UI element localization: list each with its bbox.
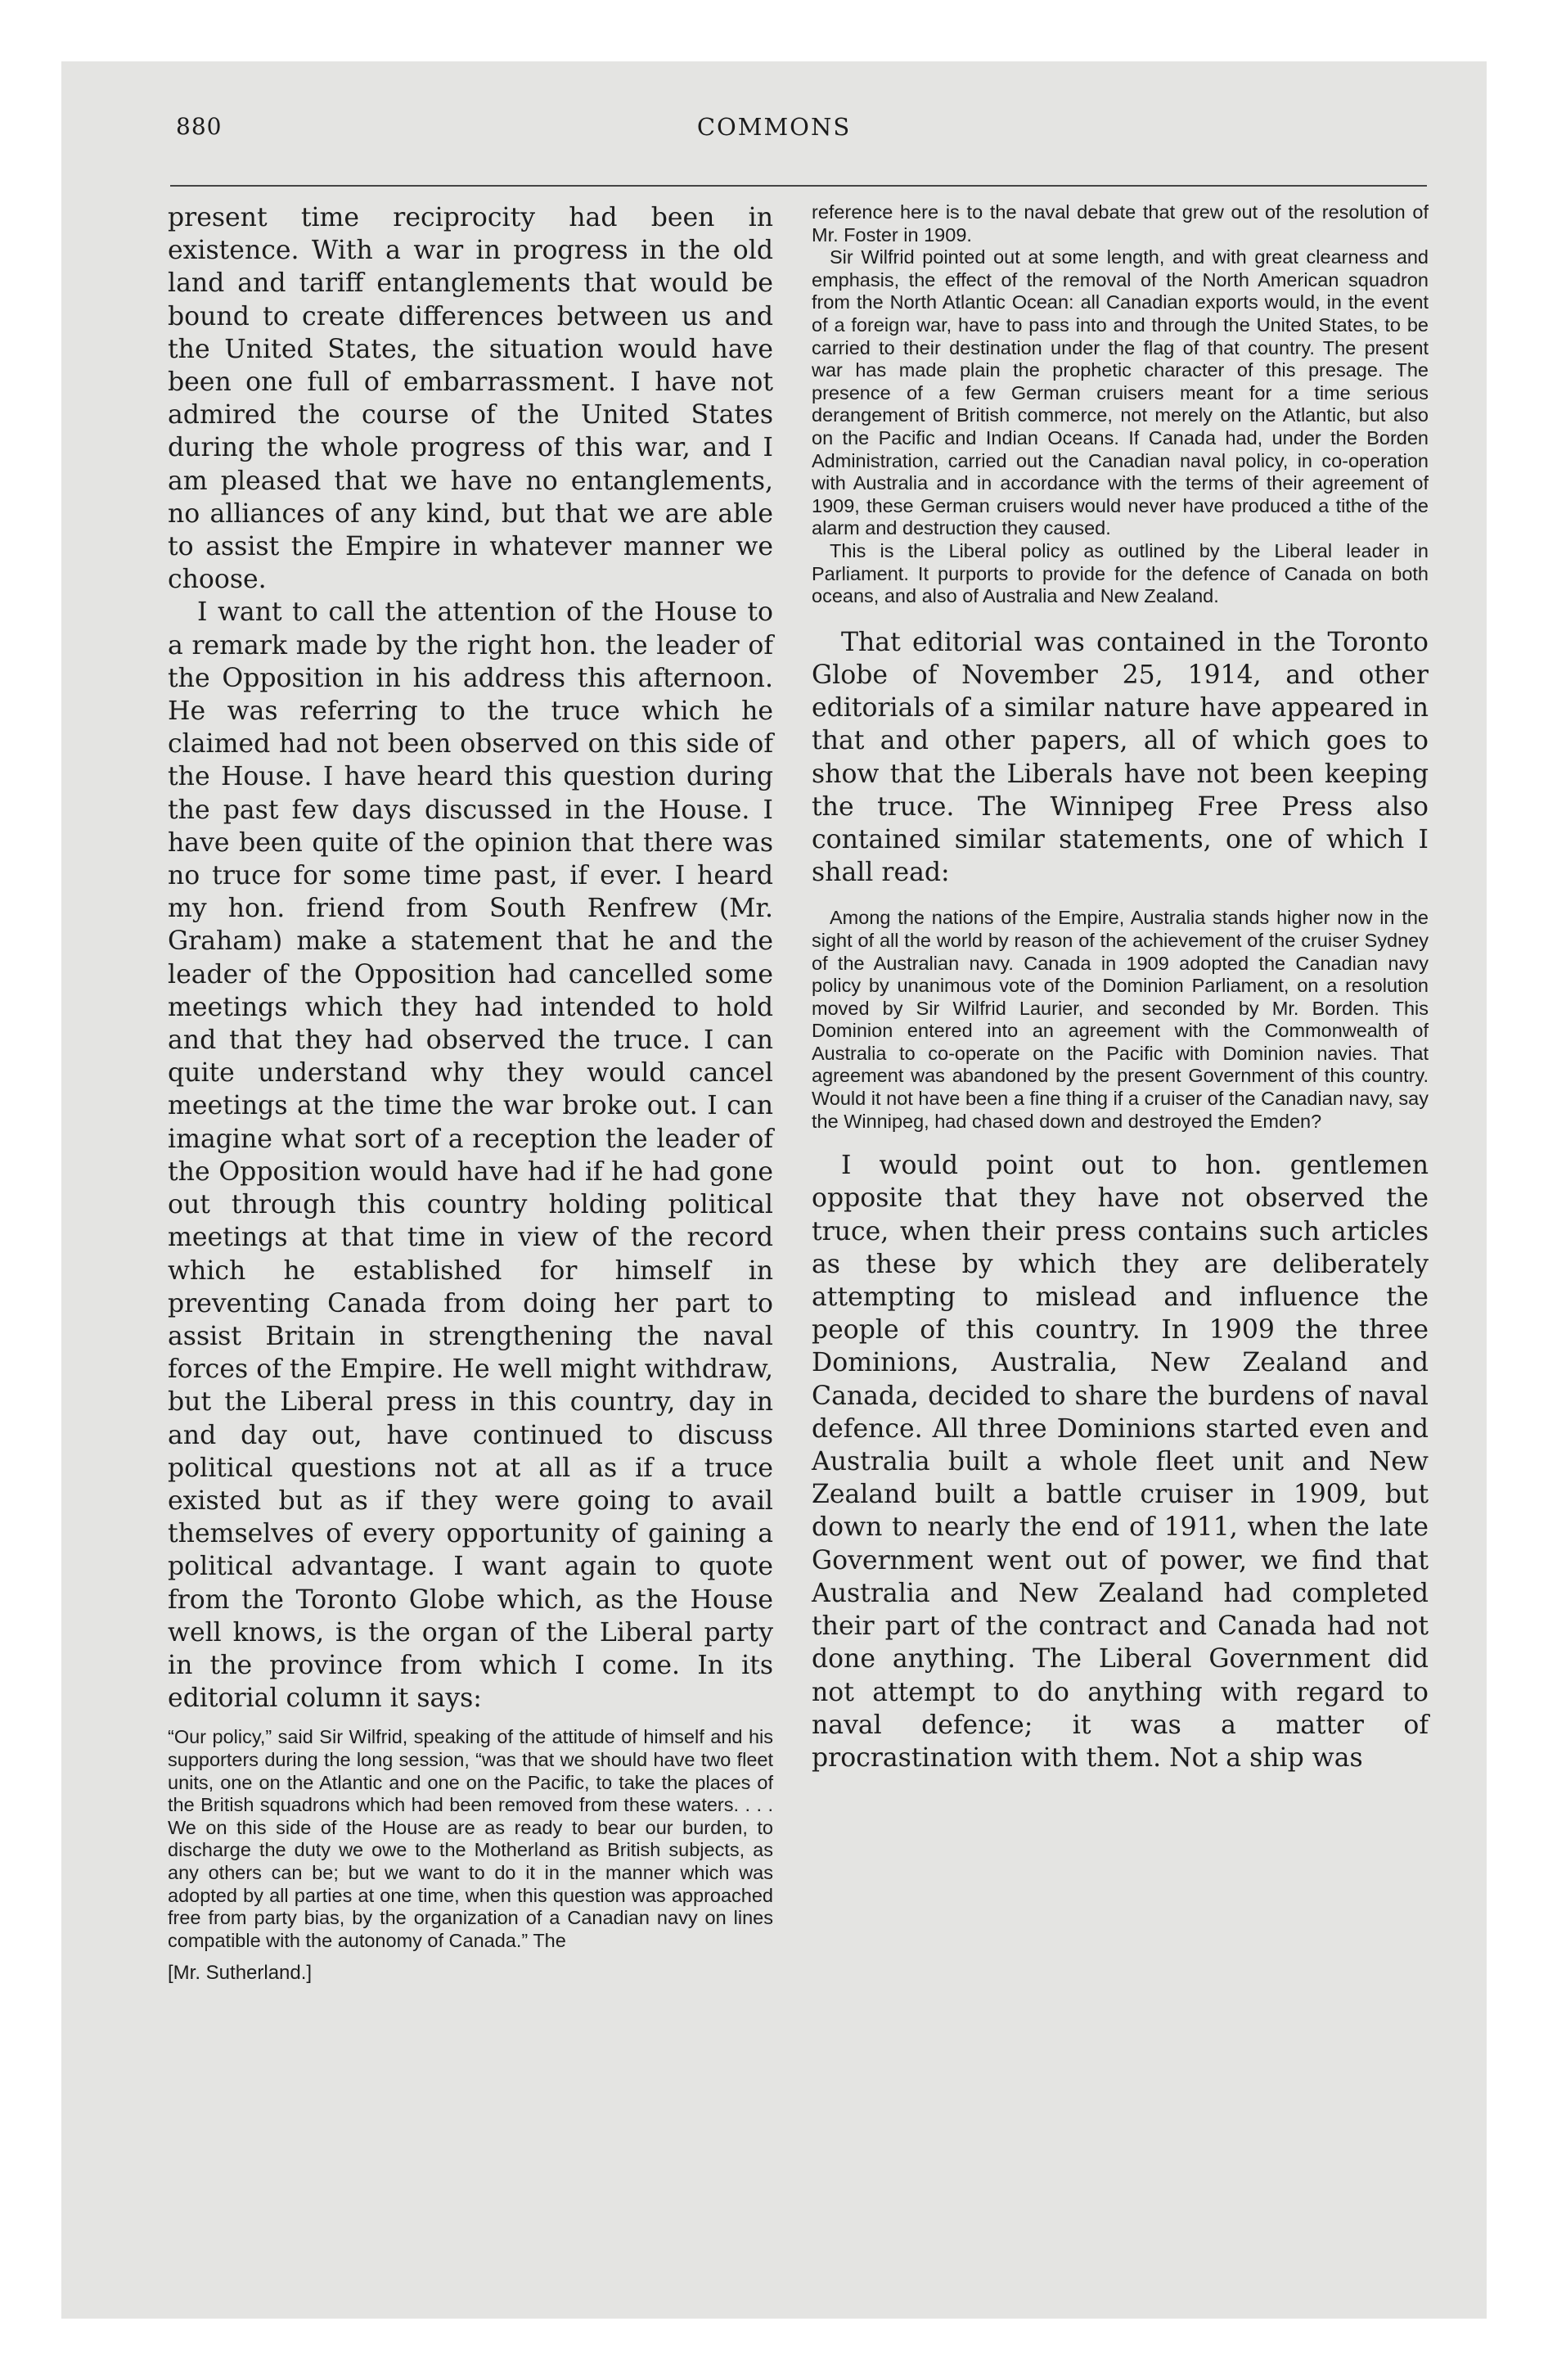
paragraph: I would point out to hon. gentlemen opposite that they have not observed the truce, when their press contains such articles as these by which they are deliberately attempting to mislead and influence the people of this country. In 1909 the three Dominions, Australia, New Zealand and Canada, decided to share the burdens of naval defence. All three Dominions started even and Australia built a whole fleet unit and New Zealand built a battle cruiser in 1909, but down to nearly the end of 1911, when the late Government went out of power, we find that Australia and New Zealand had completed their part of the contract and Canada had not done anything. The Liberal Government did not attempt to do anything with regard to naval defence; it was a matter of procrastination with them. Not a ship was [812, 1151, 1429, 1773]
speaker-attribution: [Mr. Sutherland.] [168, 1962, 313, 1985]
running-head: COMMONS [696, 113, 852, 141]
right-body-text-2 [812, 1149, 1429, 1774]
left-column [168, 201, 773, 1985]
quote-paragraph: Among the nations of the Empire, Australia stands higher now in the sight of all the world by reason of the achievement of the cruiser Sydney of the Australian navy. Canada in 1909 adopted the Canadian navy policy by unanimous vote of the Dominion Parliament, on a resolution moved by Sir Wilfrid Laurier, and seconded by Mr. Borden. This Dominion entered into an agreement with the Commonwealth of Australia to co-operate on the Pacific with Dominion navies. That agreement was abandoned by the present Government of this country. Would it not have been a fine thing if a cruiser of the Canadian navy, say the Winnipeg, had chased down and destroyed the Emden? [812, 907, 1429, 1132]
left-body-text [168, 201, 773, 1715]
right-body-text-1 [812, 626, 1429, 890]
quote-paragraph: Sir Wilfrid pointed out at some length, and with great clearness and emphasis, the effect of the removal of the North American squadron from the North Atlantic Ocean: all Canadian exports would, in the event of a foreign war, have to pass into and through the United States, to be carried to their destination under the flag of that country. The present war has made plain the prophetic character of this presage. The presence of a few German cruisers meant for a time serious derangement of British commerce, not merely on the Atlantic, but also on the Pacific and Indian Oceans. If Canada had, under the Borden Administration, carried out the Canadian naval policy, in co-operation with Australia and in accordance with the terms of their agreement of 1909, these German cruisers would never have produced a tithe of the alarm and destruction they caused. [812, 246, 1429, 539]
paragraph: present time reciprocity had been in existence. With a war in progress in the old land and tariff entanglements that would be bound to create differences between us and the United States, the situation would have been one full of embarrassment. I have not admired the course of the United States during the whole progress of this war, and I am pleased that we have no entanglements, no alliances of any kind, but that we are able to assist the Empire in whatever manner we choose. [168, 203, 773, 595]
quote-paragraph: reference here is to the naval debate that grew out of the resolution of Mr. Foster in 1909. [812, 201, 1429, 246]
quote-paragraph: This is the Liberal policy as outlined by the Liberal leader in Parliament. It purports to provide for the defence of Canada on both oceans, and also of Australia and New Zealand. [812, 539, 1429, 607]
block-quote-continued [812, 201, 1429, 608]
paragraph: That editorial was contained in the Toronto Globe of November 25, 1914, and other editorials of a similar nature have appeared in that and other papers, all of which goes to show that the Liberals have not been keeping the truce. The Winnipeg Free Press also contained similar statements, one of which I shall read: [812, 627, 1429, 888]
spacer [812, 608, 1429, 626]
page-header [0, 113, 1548, 146]
quote-paragraph: “Our policy,” said Sir Wilfrid, speaking of the attitude of himself and his supporters during the long session, “was that we should have two fleet units, one on the Atlantic and one on the Pacific, to take the places of the British squadrons which had been removed from these waters. . . . We on this side of the House are as ready to bear our burden, to discharge the duty we owe to the Motherland as British subjects, as any others can be; but we want to do it in the manner which was adopted by all parties at one time, when this question was approached free from party bias, by the organization of a Canadian navy on lines compatible with the autonomy of Canada.” The [168, 1726, 773, 1951]
spacer [812, 1133, 1429, 1149]
page-number: 880 [176, 113, 223, 140]
header-rule [170, 185, 1427, 187]
block-quote-2 [812, 907, 1429, 1133]
paragraph: I want to call the attention of the House to a remark made by the right hon. the leader of the Opposition in his address this afternoon. He was referring to the truce which he claimed had not been observed on this side of the House. I have heard this question during the past few days discussed in the House. I have been quite of the opinion that there was no truce for some time past, if ever. I heard my hon. friend from South Renfrew (Mr. Graham) make a statement that he and the leader of the Opposition had cancelled some meetings which they had intended to hold and that they had observed the truce. I can quite understand why they would cancel meetings at the time the war broke out. I can imagine what sort of a reception the leader of the Opposition would have had if he had gone out through this country holding political meetings at that time in view of the record which he established for himself in preventing Canada from doing her part to assist Britain in strengthening the naval forces of the Empire. He well might withdraw, but the Liberal press in this country, day in and day out, have continued to discuss political questions not at all as if a truce existed but as if they were going to avail themselves of every opportunity of gaining a political advantage. I want again to quote from the Toronto Globe which, as the House well knows, is the organ of the Liberal party in the province from which I come. In its editorial column it says: [168, 597, 773, 1714]
right-column [812, 201, 1429, 1774]
block-quote [168, 1726, 773, 1952]
spacer [812, 889, 1429, 907]
